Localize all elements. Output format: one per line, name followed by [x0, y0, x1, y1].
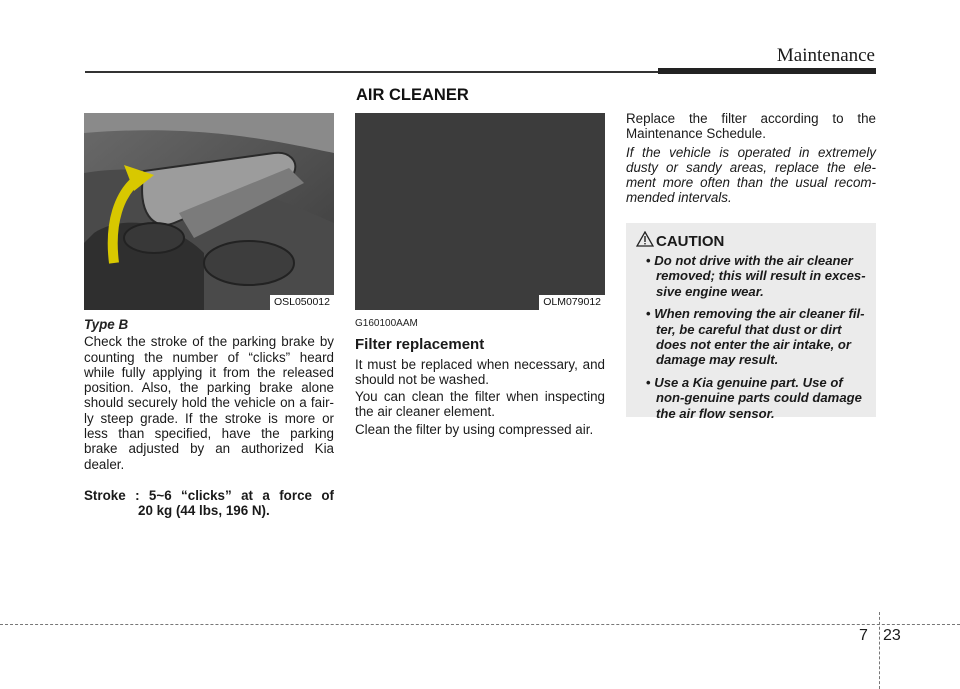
photo-code: OSL050012	[270, 295, 334, 310]
middle-column	[355, 316, 605, 437]
parking-brake-illustration	[84, 113, 334, 310]
caution-box	[626, 223, 876, 421]
caution-title: CAUTION	[656, 233, 725, 250]
parking-brake-photo	[84, 113, 334, 310]
filter-replacement-heading: Filter replacement	[355, 336, 485, 354]
filter-paragraph-3: Clean the filter by using compressed air.	[355, 421, 594, 437]
right-column	[626, 111, 876, 206]
page-number: 23	[883, 627, 901, 644]
figure-caption: Type B	[84, 317, 129, 332]
stroke-spec	[84, 488, 334, 519]
photo-code: OLM079012	[539, 295, 605, 310]
caution-item: • Do not drive with the air cleaner removed; this will result in exces-sive engine wear.	[634, 253, 870, 299]
header-rule	[85, 71, 660, 73]
section-title: AIR CLEANER	[356, 86, 469, 104]
header-rule-accent	[658, 68, 876, 74]
stroke-spec-line2: 20 kg (44 lbs, 196 N).	[138, 503, 270, 519]
left-column	[84, 317, 334, 519]
footer-separator	[879, 612, 880, 689]
warning-triangle-icon	[636, 231, 654, 247]
dusty-areas-note: If the vehicle is operated in extremely dusty or sandy areas, replace the ele-ment more often than the usual recom-mended intervals.	[626, 144, 876, 206]
stroke-spec-line1: Stroke : 5~6 “clicks” at a force of	[84, 487, 334, 503]
caution-item: • When removing the air cleaner fil-ter, be careful that dust or dirt does not enter the air intake, or damage may result.	[634, 306, 870, 368]
schedule-paragraph: Replace the filter according to the Maintenance Schedule.	[626, 111, 876, 142]
section-header-title: Maintenance	[776, 45, 875, 66]
filter-paragraph-2: You can clean the filter when inspecting the air cleaner element.	[355, 389, 605, 420]
filter-paragraph-1: It must be replaced when necessary, and should not be washed.	[355, 356, 605, 387]
caution-list	[634, 253, 870, 428]
parking-brake-paragraph: Check the stroke of the parking brake by counting the number of “clicks” heard while fully applying it from the released position. Also, the parking brake alone should securely hold the vehicle on a fair-ly steep grade. If the stroke is more or less than specified, have the parking brake adjusted by an authorized Kia dealer.	[84, 334, 334, 472]
footer-rule	[0, 624, 960, 625]
reference-code: G160100AAM	[355, 318, 418, 329]
caution-item: • Use a Kia genuine part. Use of non-genuine parts could damage the air flow sensor.	[634, 375, 870, 421]
air-cleaner-photo	[355, 113, 605, 310]
chapter-number: 7	[859, 627, 868, 644]
